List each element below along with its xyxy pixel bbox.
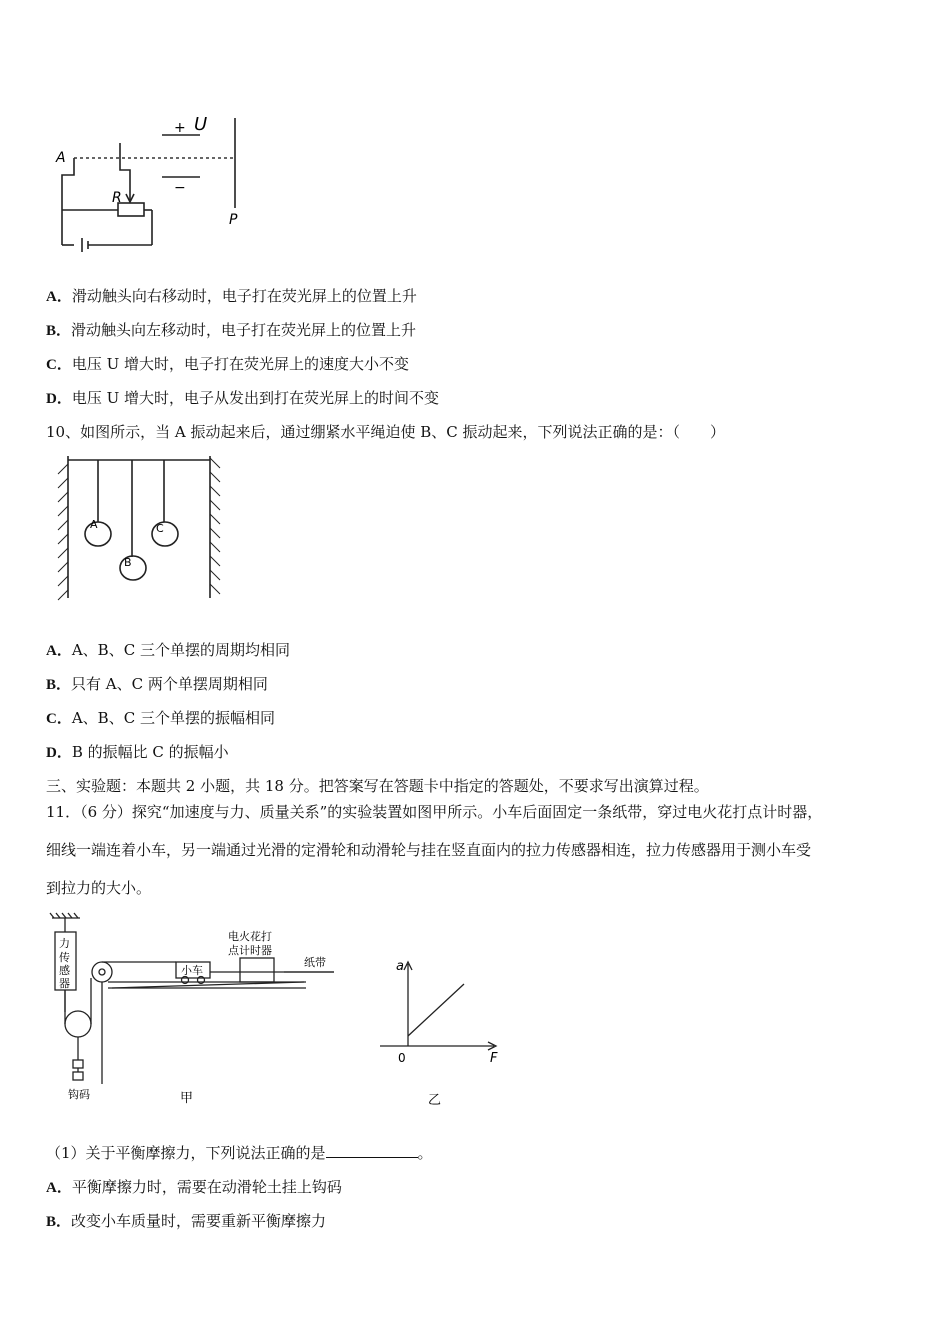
q9-option-b: B．滑动触头向左移动时，电子打在荧光屏上的位置上升 [46, 321, 417, 339]
q10-option-b: B．只有 A、C 两个单摆周期相同 [46, 675, 268, 693]
q11-stem-line3: 到拉力的大小。 [46, 879, 152, 897]
sensor-text-2: 传 [59, 951, 70, 964]
pendulum-figure [50, 452, 225, 602]
apparatus-figure [44, 910, 344, 1110]
q10-option-a: A．A、B、C 三个单摆的周期均相同 [46, 641, 290, 659]
section-heading: 三、实验题：本题共 2 小题，共 18 分。把答案写在答题卡中指定的答题处，不要求写出演算过程。 [46, 777, 709, 795]
graph-figure [372, 950, 512, 1110]
q11-option-a: A．平衡摩擦力时，需要在动滑轮土挂上钩码 [46, 1178, 342, 1196]
caption-yi: 乙 [428, 1093, 442, 1108]
sensor-text-4: 器 [59, 977, 70, 990]
label-plus: + [174, 120, 186, 136]
q11-sub1: （1）关于平衡摩擦力，下列说法正确的是 。 [46, 1144, 433, 1162]
cart-label: 小车 [181, 964, 203, 977]
label-P: P [229, 212, 238, 228]
sensor-text-1: 力 [59, 937, 70, 950]
sensor-text-3: 感 [59, 964, 70, 977]
q10-stem: 10、如图所示，当 A 振动起来后，通过绷紧水平绳迫使 B、C 振动起来，下列说法正确的是：（ ） [46, 423, 725, 441]
timer-label-2: 点计时器 [228, 944, 272, 957]
axis-y-label: a [396, 959, 404, 974]
q11-option-b: B．改变小车质量时，需要重新平衡摩擦力 [46, 1212, 327, 1230]
tape-label: 纸带 [304, 956, 326, 969]
q9-option-d: D．电压 U 增大时，电子从发出到打在荧光屏上的时间不变 [46, 389, 440, 407]
q10-option-c: C．A、B、C 三个单摆的振幅相同 [46, 709, 275, 727]
q9-option-c: C．电压 U 增大时，电子打在荧光屏上的速度大小不变 [46, 355, 410, 373]
label-R: R [112, 190, 122, 206]
label-minus: − [174, 180, 186, 196]
circuit-figure [50, 110, 260, 260]
label-U: U [194, 114, 208, 135]
timer-label-1: 电火花打 [228, 930, 272, 943]
pendulum-label-b: B [124, 556, 132, 569]
q11-stem-line1: 11．（6 分）探究“加速度与力、质量关系”的实验装置如图甲所示。小车后面固定一条纸带，穿过电火花打点计时器， [46, 803, 823, 821]
axis-x-label: F [490, 1051, 498, 1066]
q11-stem-line2: 细线一端连着小车，另一端通过光滑的定滑轮和动滑轮与挂在竖直面内的拉力传感器相连，拉力传感器用于测小车受 [46, 841, 812, 859]
pendulum-label-c: C [156, 522, 164, 535]
pendulum-label-a: A [90, 518, 98, 531]
q10-option-d: D．B 的振幅比 C 的振幅小 [46, 743, 229, 761]
origin-label: 0 [398, 1051, 406, 1065]
q9-option-a: A．滑动触头向右移动时，电子打在荧光屏上的位置上升 [46, 287, 417, 305]
caption-jia: 甲 [180, 1091, 194, 1106]
label-A: A [56, 150, 66, 166]
answer-blank[interactable] [326, 1143, 418, 1158]
weight-label: 钩码 [68, 1088, 90, 1101]
